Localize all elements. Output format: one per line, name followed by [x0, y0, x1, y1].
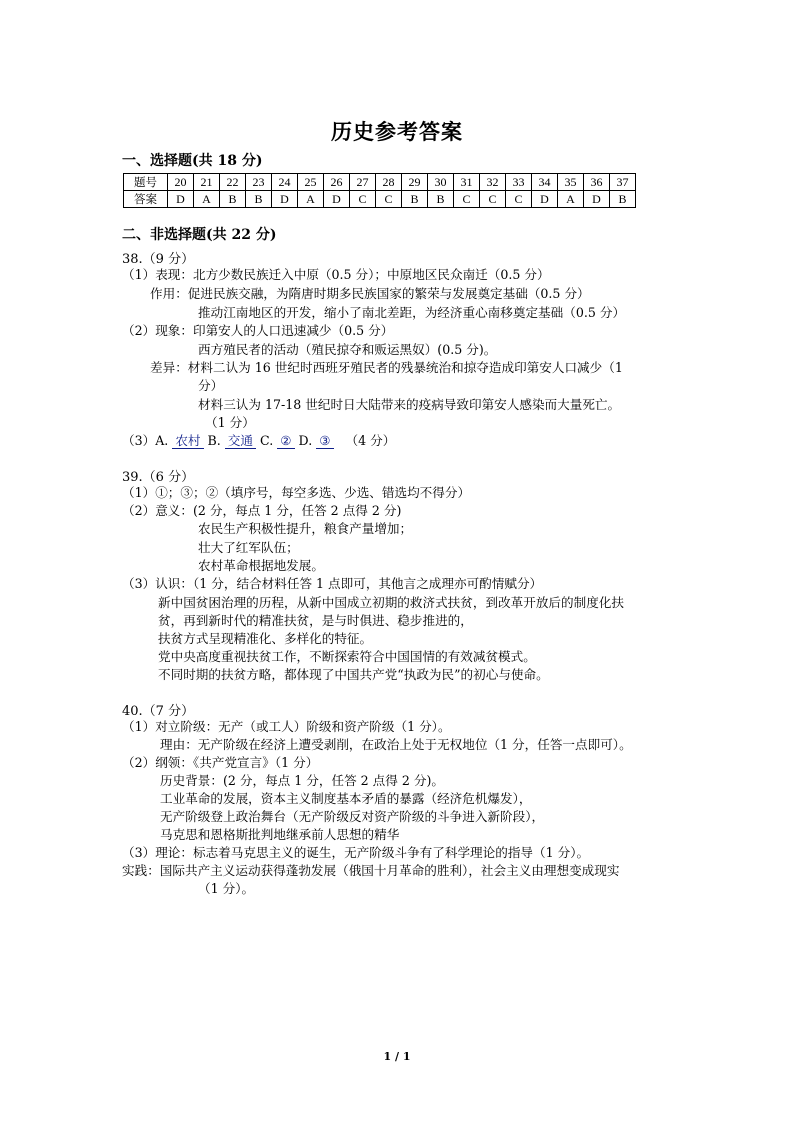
q39-line: 农村革命根据地发展。	[198, 558, 324, 573]
question-number-cell: 22	[220, 174, 246, 191]
answer-row	[124, 191, 636, 208]
question-number-cell: 32	[480, 174, 506, 191]
answer-cell: C	[376, 191, 402, 208]
answer-cell: A	[194, 191, 220, 208]
answer-cell: C	[480, 191, 506, 208]
q40-line: （1）对立阶级：无产（或工人）阶级和资产阶级（1 分）。	[122, 719, 451, 734]
part3-prefix: （3）A.	[122, 433, 169, 448]
q38-line: 西方殖民者的活动（殖民掠夺和贩运黑奴）(0.5 分)。	[198, 342, 497, 357]
answer-table	[123, 173, 636, 208]
answer-a: 农村	[172, 434, 203, 449]
q40-line: 无产阶级登上政治舞台（无产阶级反对资产阶级的斗争进入新阶段），	[160, 809, 545, 824]
answer-cell: D	[584, 191, 610, 208]
q39-line: （1）①；③；②（填序号，每空多选、少选、错选均不得分）	[122, 485, 471, 500]
q40-line: 理由：无产阶级在经济上遭受剥削，在政治上处于无权地位（1 分，任答一点即可）。	[160, 737, 632, 752]
question-number-cell: 34	[532, 174, 558, 191]
answer-d: ③	[316, 434, 333, 449]
answer-cell: B	[428, 191, 454, 208]
row-label: 答案	[124, 191, 168, 208]
q38-part3	[122, 432, 395, 450]
q39-line: 党中央高度重视扶贫工作，不断探索符合中国国情的有效减贫模式。	[158, 649, 536, 664]
c-label: C.	[260, 433, 274, 448]
section2-heading: 二、非选择题(共 22 分)	[122, 227, 277, 243]
q40-line: 历史背景：(2 分，每点 1 分，任答 2 点得 2 分)。	[160, 773, 444, 788]
q39-number: 39.（6 分）	[122, 470, 195, 485]
question-number-cell: 33	[506, 174, 532, 191]
page-number: 1 / 1	[383, 1050, 411, 1063]
answer-cell: C	[350, 191, 376, 208]
question-number-cell: 37	[610, 174, 636, 191]
q39-line: 新中国贫困治理的历程，从新中国成立初期的救济式扶贫，到改革开放后的制度化扶	[158, 595, 624, 610]
question-number-cell: 30	[428, 174, 454, 191]
q38-line: （1）表现：北方少数民族迁入中原（0.5 分）；中原地区民众南迁（0.5 分）	[122, 267, 550, 282]
q39-line: 贫，再到新时代的精准扶贫，是与时俱进、稳步推进的，	[158, 613, 473, 628]
q40-line: （2）纲领：《共产党宣言》（1 分）	[122, 755, 319, 770]
q39-line: 农民生产积极性提升，粮食产量增加；	[198, 521, 413, 536]
question-number-cell: 27	[350, 174, 376, 191]
q39-line: （2）意义：(2 分，每点 1 分，任答 2 点得 2 分)	[122, 503, 402, 518]
question-number-cell: 23	[246, 174, 272, 191]
answer-cell: C	[506, 191, 532, 208]
question-number-cell: 21	[194, 174, 220, 191]
q38-line: （1 分）	[205, 415, 255, 430]
q40-number: 40.（7 分）	[122, 704, 195, 719]
answer-cell: D	[532, 191, 558, 208]
answer-cell: D	[272, 191, 298, 208]
question-number-cell: 20	[168, 174, 194, 191]
answer-cell: B	[610, 191, 636, 208]
answer-cell: A	[558, 191, 584, 208]
answer-cell: A	[298, 191, 324, 208]
question-number-cell: 29	[402, 174, 428, 191]
q40-line: 实践：国际共产主义运动获得蓬勃发展（俄国十月革命的胜利），社会主义由理想变成现实	[122, 863, 620, 878]
question-number-cell: 26	[324, 174, 350, 191]
page-title: 历史参考答案	[331, 119, 463, 144]
d-label: D.	[298, 433, 313, 448]
question-number-cell: 35	[558, 174, 584, 191]
q38-line: 推动江南地区的开发，缩小了南北差距，为经济重心南移奠定基础（0.5 分）	[198, 305, 626, 320]
q38-line: 分）	[198, 378, 224, 393]
q38-line: （2）现象：印第安人的人口迅速减少（0.5 分）	[122, 323, 394, 338]
answer-b: 交通	[225, 434, 256, 449]
answer-cell: B	[402, 191, 428, 208]
answer-cell: B	[220, 191, 246, 208]
question-number-cell: 24	[272, 174, 298, 191]
q38-line: 材料三认为 17-18 世纪时日大陆带来的疫病导致印第安人感染而大量死亡。	[198, 397, 621, 412]
q39-line: 扶贫方式呈现精准化、多样化的特征。	[158, 631, 373, 646]
section1-heading: 一、选择题(共 18 分)	[122, 153, 263, 169]
q39-line: 壮大了红军队伍；	[198, 540, 299, 555]
q38-line: 差异：材料二认为 16 世纪时西班牙殖民者的残暴统治和掠夺造成印第安人口减少（1	[150, 360, 623, 375]
q38-line: 作用：促进民族交融，为隋唐时期多民族国家的繁荣与发展奠定基础（0.5 分）	[150, 286, 590, 301]
q40-line: （3）理论：标志着马克思主义的诞生，无产阶级斗争有了科学理论的指导（1 分）。	[122, 845, 590, 860]
number-row	[124, 174, 636, 191]
q39-line: （3）认识：（1 分，结合材料任答 1 点即可，其他言之成理亦可酌情赋分）	[122, 576, 543, 591]
q39-line: 不同时期的扶贫方略，都体现了中国共产党“执政为民”的初心与使命。	[158, 667, 549, 682]
question-number-cell: 31	[454, 174, 480, 191]
answer-cell: D	[324, 191, 350, 208]
row-label: 题号	[124, 174, 168, 191]
part3-score: （4 分）	[345, 433, 396, 448]
q40-line: 马克思和恩格斯批判地继承前人思想的精华	[160, 827, 400, 842]
question-number-cell: 25	[298, 174, 324, 191]
question-number-cell: 28	[376, 174, 402, 191]
answer-cell: B	[246, 191, 272, 208]
q40-line: （1 分）。	[198, 881, 255, 896]
question-number-cell: 36	[584, 174, 610, 191]
answer-c: ②	[277, 434, 294, 449]
q38-number: 38.（9 分）	[122, 252, 195, 267]
b-label: B.	[207, 433, 221, 448]
q40-line: 工业革命的发展，资本主义制度基本矛盾的暴露（经济危机爆发），	[160, 791, 532, 806]
answer-cell: C	[454, 191, 480, 208]
answer-cell: D	[168, 191, 194, 208]
